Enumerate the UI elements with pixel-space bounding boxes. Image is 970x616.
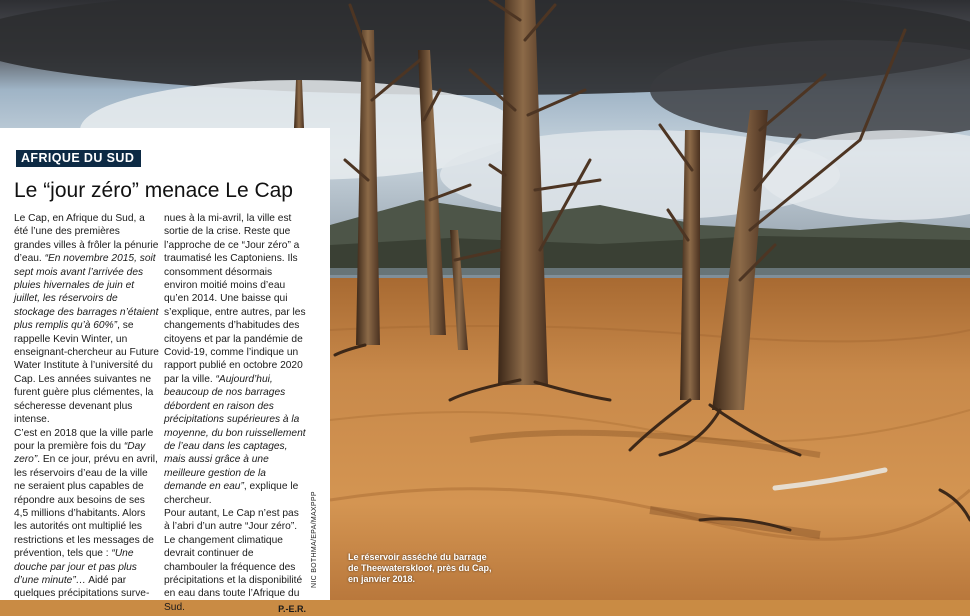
article-column-1 (14, 212, 159, 601)
author-byline: P.-E.R. (278, 603, 306, 614)
paragraph (164, 507, 306, 614)
body-text: , se rappelle Kevin Winter, un enseignant-chercheur au Future Water Institute à l’université du Cap. Les années suivantes ne furent guère plus clémentes, la sécheresse devenant plus intense. (14, 320, 159, 426)
article-column-2 (164, 212, 306, 616)
paragraph (14, 212, 159, 427)
quote-text: “Aujourd’hui, beaucoup de nos barrages débordent en raison des précipitations supérieures à la moyenne, du bon ruissellement de l’eau dans les captages, mais aussi grâce à une meilleure gestion de la demande en eau” (164, 373, 306, 493)
photo-caption: Le réservoir asséché du barrage de Theewaterskloof, près du Cap, en janvier 2018. (348, 552, 492, 584)
quote-text: “En novembre 2015, soit sept mois avant l’arrivée des pluies hivernales de juin et juillet, les réservoirs de stockage des barrages n’étaient plus remplis qu’à 60%” (14, 253, 159, 332)
body-text: . En ce jour, prévu en avril, les réservoirs d’eau de la ville ne seraient plus capables de répondre aux besoins de ses 4,5 millions d’habitants. Alors les autorités ont multiplié les restrictions et les messages de prévention, tels que : (14, 454, 158, 560)
body-text: Aidé par quelques précipitations surve- (14, 574, 150, 600)
body-text: Pour autant, Le Cap n’est pas à l’abri d’un autre “Jour zéro”. Le changement climatique devrait continuer de chambouler la fréquence des précipitations et la disponibilité en eau dans toute l’Afrique du Sud. (164, 507, 303, 613)
body-text: Le Cap, en Afrique du Sud, a été l’une des premières grandes villes à frôler la pénurie d’eau. (14, 213, 159, 265)
photo-credit: NIC BOTHMA/EPA/MAXPPP (311, 491, 318, 588)
quote-text: “Day zero” (14, 440, 146, 466)
quote-text: “Une douche par jour et pas plus d’une minute”… (14, 548, 137, 586)
section-kicker: AFRIQUE DU SUD (16, 150, 141, 167)
body-text: , explique le chercheur. (164, 481, 299, 506)
article-headline: Le “jour zéro” menace Le Cap (14, 179, 293, 202)
body-text: nues à la mi-avril, la ville est sortie de la crise. Reste que l’approche de ce “Jour zéro” a traumatisé les Captoniens. Ils consomment désormais environ moitié moins d’eau qu’en 2014. Une baisse qui s’explique, entre autres, par les changements d’habitudes des citoyens et par la pandémie de Covid-19, comme l’indique un rapport publié en octobre 2020 par la ville. (164, 213, 306, 385)
article-panel (0, 128, 330, 614)
paragraph (14, 427, 159, 601)
body-text: C’est en 2018 que la ville parle pour la première fois du (14, 427, 154, 452)
paragraph (164, 212, 306, 507)
